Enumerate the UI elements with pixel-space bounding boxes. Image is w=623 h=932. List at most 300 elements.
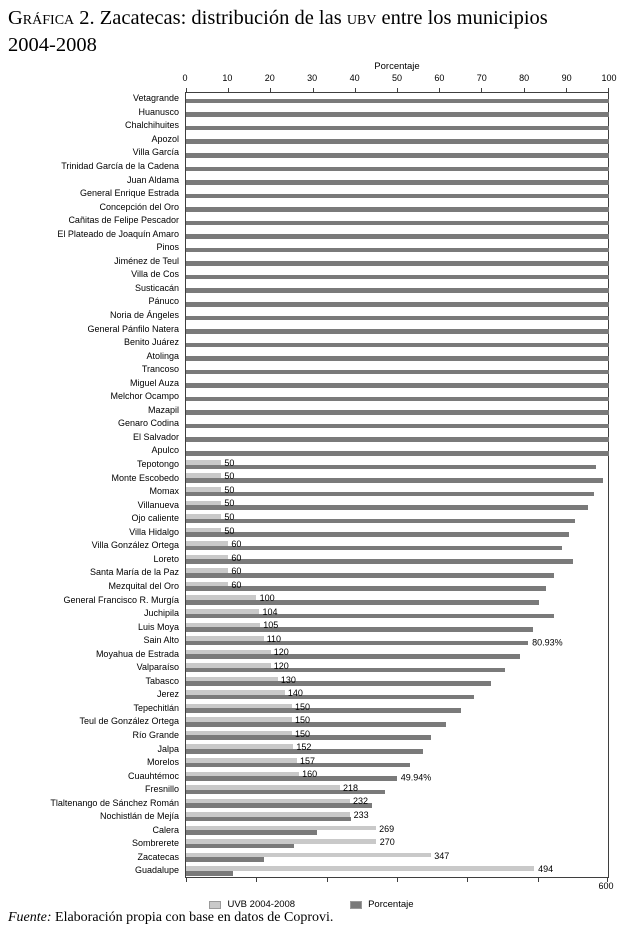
municipio-label: Villa González Ortega xyxy=(91,540,179,551)
municipio-label: Benito Juárez xyxy=(123,337,179,348)
municipio-label: Calera xyxy=(152,824,179,835)
source-prefix: Fuente: xyxy=(8,910,52,925)
municipio-label: Tepechitlán xyxy=(133,702,179,713)
bar-area xyxy=(185,363,609,377)
bar-stack xyxy=(186,837,609,851)
bar-area xyxy=(185,404,609,418)
municipio-label: Río Grande xyxy=(132,729,179,740)
bar-stack xyxy=(186,580,609,594)
bar-stack xyxy=(186,146,609,160)
source-note xyxy=(8,910,608,927)
bar-area xyxy=(185,837,609,851)
bar-stack xyxy=(186,620,609,634)
uvb-value-label: 494 xyxy=(538,864,554,875)
municipio-label: Nochistlán de Mejía xyxy=(99,811,179,822)
chart-row xyxy=(0,593,609,607)
bar-area xyxy=(185,431,609,445)
uvb-value-label: 150 xyxy=(295,715,311,726)
bar-stack xyxy=(186,133,609,147)
uvb-value-label: 232 xyxy=(352,796,368,807)
bar-area xyxy=(185,227,609,241)
axis-tick-label: 30 xyxy=(307,73,318,83)
porcentaje-bar xyxy=(186,288,609,293)
municipio-label: Guadalupe xyxy=(134,865,179,876)
uvb-value-label: 157 xyxy=(299,755,315,766)
bar-stack xyxy=(186,363,609,377)
bar-area xyxy=(185,783,609,797)
chart-row xyxy=(0,92,609,106)
municipio-label: Cañitas de Felipe Pescador xyxy=(68,215,179,226)
municipio-label: General Francisco R. Murgía xyxy=(63,594,179,605)
bar-stack xyxy=(186,783,609,797)
bar-stack xyxy=(186,322,609,336)
top-axis-title: Porcentaje xyxy=(374,61,420,72)
uvb-value-label: 140 xyxy=(287,688,303,699)
porcentaje-bar xyxy=(186,776,397,781)
bar-stack xyxy=(186,106,609,120)
chart-row xyxy=(0,363,609,377)
porcentaje-bar xyxy=(186,167,609,172)
bar-area xyxy=(185,769,609,783)
axis-tick-label: 0 xyxy=(182,73,188,83)
chart-row xyxy=(0,729,609,743)
uvb-value-label: 105 xyxy=(263,620,279,631)
top-axis-tick-labels xyxy=(0,74,623,84)
bar-area xyxy=(185,106,609,120)
uvb-value-label: 100 xyxy=(259,593,275,604)
chart-row xyxy=(0,796,609,810)
title-acronym: ubv xyxy=(346,7,377,29)
municipio-label: Villa García xyxy=(132,147,179,158)
bar-stack xyxy=(186,485,609,499)
bar-area xyxy=(185,864,609,878)
municipio-label: Cuauhtémoc xyxy=(127,770,179,781)
porcentaje-bar xyxy=(186,343,609,348)
bar-area xyxy=(185,742,609,756)
municipio-label: Chalchihuites xyxy=(124,120,179,131)
municipio-label: Melchor Ocampo xyxy=(110,391,179,402)
bar-area xyxy=(185,471,609,485)
title-years: 2004-2008 xyxy=(8,33,97,56)
municipio-label: Teul de González Ortega xyxy=(79,716,179,727)
municipio-label: Noria de Ángeles xyxy=(109,310,179,321)
chart-row xyxy=(0,851,609,865)
bar-area xyxy=(185,539,609,553)
chart-row xyxy=(0,702,609,716)
bar-area xyxy=(185,607,609,621)
bar-stack xyxy=(186,661,609,675)
bar-area xyxy=(185,485,609,499)
municipio-label: Loreto xyxy=(153,553,179,564)
bar-stack xyxy=(186,160,609,174)
porcentaje-bar xyxy=(186,817,351,822)
porcentaje-bar xyxy=(186,397,609,402)
chart-row xyxy=(0,810,609,824)
bar-stack xyxy=(186,756,609,770)
bar-area xyxy=(185,824,609,838)
uvb-value-label: 104 xyxy=(262,606,278,617)
bottom-axis-tick-mark xyxy=(256,878,257,882)
legend-item xyxy=(209,899,295,910)
legend-swatch xyxy=(209,901,221,909)
municipio-label: Trinidad García de la Cadena xyxy=(61,161,179,171)
chart-row xyxy=(0,512,609,526)
municipio-label: Moyahua de Estrada xyxy=(95,648,179,659)
porcentaje-bar xyxy=(186,465,596,470)
porcentaje-bar xyxy=(186,681,491,686)
bar-stack xyxy=(186,566,609,580)
municipio-label: Genaro Codina xyxy=(117,418,179,429)
bar-area xyxy=(185,498,609,512)
chart-row xyxy=(0,255,609,269)
bar-area xyxy=(185,119,609,133)
chart-row xyxy=(0,620,609,634)
chart-row xyxy=(0,783,609,797)
porcentaje-bar xyxy=(186,600,539,605)
porcentaje-bar xyxy=(186,519,575,524)
bar-stack xyxy=(186,92,609,106)
chart-row xyxy=(0,146,609,160)
porcentaje-bar xyxy=(186,722,446,727)
uvb-value-label: 50 xyxy=(224,525,235,536)
porcentaje-bar xyxy=(186,329,609,334)
municipio-label: Tlaltenango de Sánchez Román xyxy=(50,797,179,808)
chart-row xyxy=(0,106,609,120)
chart-row xyxy=(0,539,609,553)
chart-row xyxy=(0,837,609,851)
bar-area xyxy=(185,675,609,689)
bar-area xyxy=(185,349,609,363)
chart-row xyxy=(0,688,609,702)
municipio-label: El Plateado de Joaquín Amaro xyxy=(57,228,179,239)
bar-stack xyxy=(186,404,609,418)
bar-area xyxy=(185,851,609,865)
bar-area xyxy=(185,241,609,255)
municipio-label: Jalpa xyxy=(157,743,179,754)
bar-area xyxy=(185,715,609,729)
bar-stack xyxy=(186,390,609,404)
porcentaje-bar xyxy=(186,112,609,117)
uvb-value-label: 130 xyxy=(280,674,296,685)
porcentaje-bar xyxy=(186,221,609,226)
porcentaje-bar xyxy=(186,546,562,551)
municipio-label: Sain Alto xyxy=(143,635,179,646)
municipio-label: Luis Moya xyxy=(137,621,179,632)
bar-stack xyxy=(186,647,609,661)
uvb-value-label: 60 xyxy=(231,552,242,563)
legend-item xyxy=(350,899,413,910)
bar-stack xyxy=(186,715,609,729)
bar-area xyxy=(185,702,609,716)
municipio-label: Zacatecas xyxy=(137,851,179,862)
porcentaje-bar xyxy=(186,370,609,375)
municipio-label: Morelos xyxy=(146,757,179,768)
bar-stack xyxy=(186,796,609,810)
chart-row xyxy=(0,661,609,675)
bar-stack xyxy=(186,295,609,309)
uvb-value-label: 120 xyxy=(273,660,289,671)
porcentaje-bar xyxy=(186,316,609,321)
bar-area xyxy=(185,756,609,770)
porcentaje-bar xyxy=(186,695,474,700)
chart-row xyxy=(0,864,609,878)
chart-row xyxy=(0,675,609,689)
uvb-value-label: 50 xyxy=(224,484,235,495)
porcentaje-bar xyxy=(186,261,609,266)
bar-stack xyxy=(186,187,609,201)
figure-title xyxy=(8,5,618,58)
bar-area xyxy=(185,526,609,540)
porcentaje-bar xyxy=(186,424,609,429)
title-text-1: Zacatecas: distribución de las xyxy=(94,7,347,29)
chart-row xyxy=(0,417,609,431)
uvb-value-label: 269 xyxy=(379,823,395,834)
porcentaje-bar xyxy=(186,668,505,673)
axis-tick-label: 50 xyxy=(391,73,403,83)
porcentaje-bar xyxy=(186,763,410,768)
bottom-axis-tick-mark xyxy=(327,878,328,882)
porcentaje-value-label: 80.93% xyxy=(532,637,563,648)
porcentaje-bar xyxy=(186,857,264,862)
uvb-value-label: 50 xyxy=(224,498,235,509)
bar-area xyxy=(185,336,609,350)
bar-area xyxy=(185,133,609,147)
municipio-label: Momax xyxy=(149,486,179,497)
bar-area xyxy=(185,214,609,228)
axis-tick-label: 100 xyxy=(601,73,617,83)
municipio-label: Pánuco xyxy=(148,296,179,307)
uvb-value-label: 110 xyxy=(266,633,282,644)
porcentaje-bar xyxy=(186,99,609,104)
source-text: Elaboración propia con base en datos de Coprovi. xyxy=(51,910,334,925)
bar-area xyxy=(185,160,609,174)
bar-area xyxy=(185,593,609,607)
bar-stack xyxy=(186,444,609,458)
municipio-label: El Salvador xyxy=(132,431,179,442)
bar-stack xyxy=(186,512,609,526)
bar-area xyxy=(185,444,609,458)
uvb-value-label: 270 xyxy=(379,837,395,848)
bar-stack xyxy=(186,349,609,363)
bar-stack xyxy=(186,851,609,865)
chart-row xyxy=(0,715,609,729)
axis-tick-label: 80 xyxy=(519,73,530,83)
bar-area xyxy=(185,295,609,309)
porcentaje-bar xyxy=(186,627,533,632)
bottom-axis-tick-mark xyxy=(467,878,468,882)
bar-area xyxy=(185,512,609,526)
uvb-value-label: 150 xyxy=(295,701,311,712)
bar-stack xyxy=(186,593,609,607)
bar-stack xyxy=(186,769,609,783)
porcentaje-bar xyxy=(186,153,609,158)
uvb-value-label: 233 xyxy=(353,809,369,820)
legend-swatch xyxy=(350,901,362,909)
axis-tick-label: 10 xyxy=(222,73,233,83)
porcentaje-bar xyxy=(186,505,588,510)
bar-stack xyxy=(186,729,609,743)
bar-stack xyxy=(186,810,609,824)
bar-area xyxy=(185,647,609,661)
chart-row xyxy=(0,607,609,621)
bottom-axis-tick-mark xyxy=(397,878,398,882)
bar-stack xyxy=(186,336,609,350)
porcentaje-bar xyxy=(186,207,609,212)
chart-row xyxy=(0,376,609,390)
municipio-label: Ojo caliente xyxy=(131,513,179,524)
municipio-label: Apozol xyxy=(151,133,179,144)
bar-stack xyxy=(186,526,609,540)
porcentaje-bar xyxy=(186,559,573,564)
municipio-label: Trancoso xyxy=(141,364,179,375)
bar-stack xyxy=(186,255,609,269)
bar-stack xyxy=(186,268,609,282)
porcentaje-bar xyxy=(186,383,609,388)
municipio-label: Mezquital del Oro xyxy=(108,580,179,591)
bar-area xyxy=(185,282,609,296)
bar-stack xyxy=(186,376,609,390)
bar-stack xyxy=(186,607,609,621)
municipio-label: Juan Aldama xyxy=(126,174,179,185)
municipio-label: Apulco xyxy=(151,445,179,456)
porcentaje-bar xyxy=(186,194,609,199)
bar-area xyxy=(185,322,609,336)
porcentaje-bar xyxy=(186,492,594,497)
chart-row xyxy=(0,471,609,485)
municipio-label: Pinos xyxy=(156,242,179,253)
chart-row xyxy=(0,214,609,228)
chart-row xyxy=(0,566,609,580)
bar-stack xyxy=(186,824,609,838)
chart-row xyxy=(0,119,609,133)
bar-area xyxy=(185,390,609,404)
bar-area xyxy=(185,620,609,634)
bar-stack xyxy=(186,539,609,553)
bar-stack xyxy=(186,431,609,445)
uvb-value-label: 60 xyxy=(231,566,242,577)
chart-row xyxy=(0,133,609,147)
bar-stack xyxy=(186,458,609,472)
bar-area xyxy=(185,309,609,323)
axis-tick-label: 60 xyxy=(434,73,445,83)
chart-row xyxy=(0,769,609,783)
bar-stack xyxy=(186,471,609,485)
chart-row xyxy=(0,634,609,648)
bar-area xyxy=(185,688,609,702)
bar-stack xyxy=(186,214,609,228)
municipio-label: Tepotongo xyxy=(136,459,179,470)
porcentaje-bar xyxy=(186,614,554,619)
municipio-label: Juchipila xyxy=(143,608,179,619)
bar-area xyxy=(185,566,609,580)
municipio-label: Huanusco xyxy=(138,106,179,117)
porcentaje-bar xyxy=(186,302,609,307)
bar-stack xyxy=(186,227,609,241)
porcentaje-bar xyxy=(186,180,609,185)
chart-row xyxy=(0,282,609,296)
porcentaje-bar xyxy=(186,126,609,131)
bar-stack xyxy=(186,119,609,133)
municipio-label: General Enrique Estrada xyxy=(79,188,179,199)
porcentaje-bar xyxy=(186,275,609,280)
porcentaje-bar xyxy=(186,532,569,537)
chart-row xyxy=(0,200,609,214)
bar-area xyxy=(185,580,609,594)
porcentaje-bar xyxy=(186,871,233,876)
chart-row xyxy=(0,268,609,282)
uvb-value-label: 150 xyxy=(295,728,311,739)
bottom-axis-tick-mark xyxy=(538,878,539,882)
bar-area xyxy=(185,376,609,390)
municipio-label: Villa Hidalgo xyxy=(129,526,179,537)
municipio-label: Mazapil xyxy=(147,404,179,415)
porcentaje-bar xyxy=(186,410,609,415)
bar-stack xyxy=(186,742,609,756)
chart-row xyxy=(0,295,609,309)
municipio-label: Santa María de la Paz xyxy=(89,567,179,578)
uvb-value-label: 60 xyxy=(231,539,242,550)
bottom-axis-label: 600 xyxy=(598,881,614,891)
municipio-label: General Pánfilo Natera xyxy=(87,323,179,334)
uvb-bar xyxy=(186,866,534,871)
uvb-value-label: 50 xyxy=(224,457,235,468)
axis-tick-label: 70 xyxy=(476,73,487,83)
municipio-label: Tabasco xyxy=(145,675,179,686)
axis-tick-label: 90 xyxy=(561,73,572,83)
bar-area xyxy=(185,458,609,472)
bar-area xyxy=(185,661,609,675)
porcentaje-bar xyxy=(186,844,294,849)
porcentaje-bar xyxy=(186,830,317,835)
chart-row xyxy=(0,404,609,418)
bar-area xyxy=(185,796,609,810)
legend-label: UVB 2004-2008 xyxy=(227,899,296,910)
municipio-label: Sombrerete xyxy=(131,838,179,849)
uvb-value-label: 218 xyxy=(343,782,359,793)
axis-tick-label: 20 xyxy=(264,73,275,83)
bar-area xyxy=(185,146,609,160)
bar-area xyxy=(185,92,609,106)
municipio-label: Jiménez de Teul xyxy=(114,255,179,266)
chart-row xyxy=(0,336,609,350)
bar-stack xyxy=(186,241,609,255)
porcentaje-bar xyxy=(186,437,609,442)
chart-row xyxy=(0,498,609,512)
chart-legend xyxy=(0,899,623,910)
bar-area xyxy=(185,187,609,201)
municipio-label: Susticacán xyxy=(134,282,179,293)
bar-area xyxy=(185,268,609,282)
municipio-label: Monte Escobedo xyxy=(111,472,179,483)
porcentaje-bar xyxy=(186,708,461,713)
bar-area xyxy=(185,634,609,648)
chart-row xyxy=(0,458,609,472)
uvb-value-label: 120 xyxy=(273,647,289,658)
bar-stack xyxy=(186,688,609,702)
uvb-value-label: 50 xyxy=(224,471,235,482)
municipio-label: Vetagrande xyxy=(132,93,179,104)
chart-row xyxy=(0,227,609,241)
porcentaje-bar xyxy=(186,139,609,144)
legend-label: Porcentaje xyxy=(368,899,414,910)
chart-row xyxy=(0,647,609,661)
title-text-2: entre los municipios xyxy=(376,7,548,29)
bar-area xyxy=(185,255,609,269)
chart-row xyxy=(0,187,609,201)
municipio-label: Atolinga xyxy=(146,350,179,361)
porcentaje-bar xyxy=(186,803,372,808)
chart-rows xyxy=(0,92,609,878)
